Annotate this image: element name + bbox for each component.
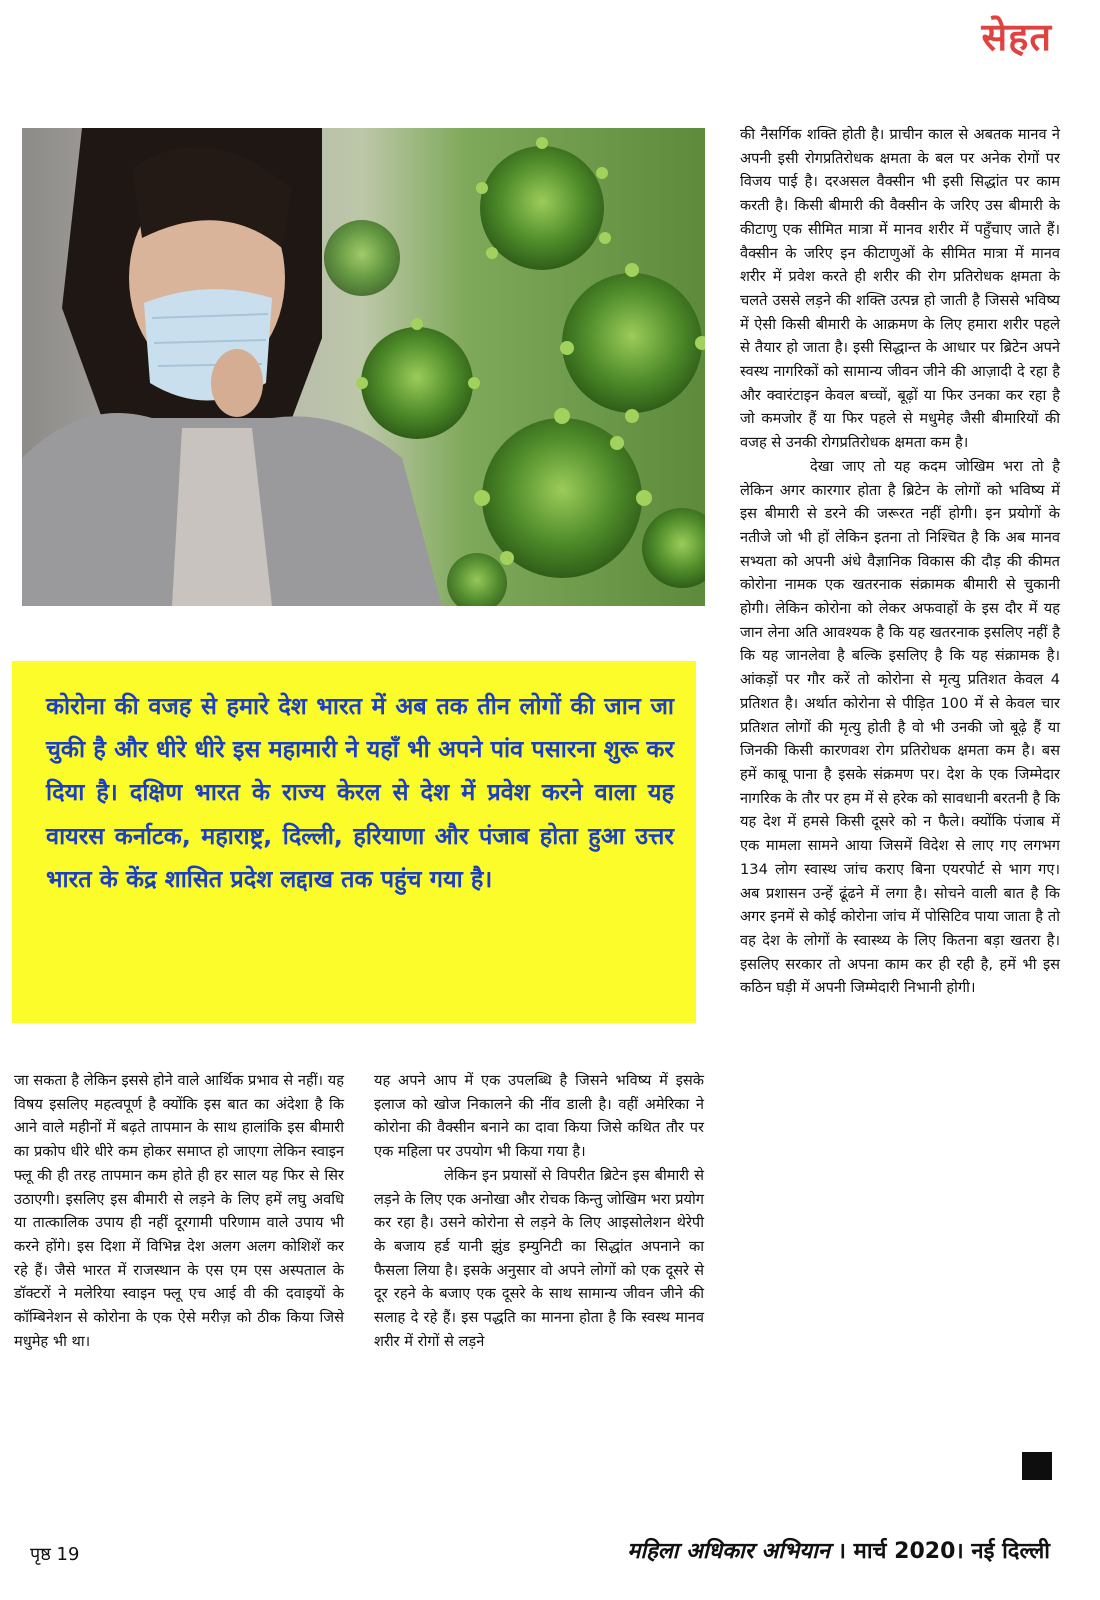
bottom-middle-paragraph-1: यह अपने आप में एक उपलब्धि है जिसने भविष्य में इसके इलाज को खोज निकालने की नींव डाली है। वहीं अमेरिका ने कोरोना की वैक्सीन बनाने का दावा किया जिसे कथित तौर पर एक महिला पर उपयोग भी किया गया है। xyxy=(374,1072,704,1161)
article-column-bottom-middle xyxy=(374,1069,704,1353)
right-column-paragraph-1: की नैसर्गिक शक्ति होती है। प्राचीन काल से अबतक मानव ने अपनी इसी रोगप्रतिरोधक क्षमता के बल पर अनेक रोगों पर विजय पाई है। दरअसल वैक्सीन भी इसी सिद्धांत पर काम करती है। किसी बीमारी की वैक्सीन के जरिए उस बीमारी के कीटाणु एक सीमित मात्रा में मानव शरीर में पहुँचाए जाते हैं। वैक्सीन के जरिए इन कीटाणुओं के सीमित मात्रा में मानव शरीर में प्रवेश करते ही शरीर की रोग प्रतिरोधक क्षमता के चलते उससे लड़ने की शक्ति उत्पन्न हो जाती है जिससे भविष्य में ऐसी किसी बीमारी के आक्रमण के लिए हमारा शरीर पहले से तैयार हो जाता है। इसी सिद्धान्त के आधार पर ब्रिटेन अपने स्वस्थ नागरिकों को सामान्य जीवन जीने की आज़ादी दे रहा है और क्वारंटाइन केवल बच्चों, बूढ़ों या फिर उनका कर रहा है जो कमजोर हैं या फिर पहले से मधुमेह जैसी बीमारियों की वजह से उनकी रोगप्रतिरोधक क्षमता कम है। xyxy=(740,126,1060,452)
right-column-paragraph-2: देखा जाए तो यह कदम जोखिम भरा तो है लेकिन अगर कारगार होता है ब्रिटेन के लोगों को भविष्य में इस बीमारी से डरने की जरूरत नहीं होगी। इन प्रयोगों के नतीजे जो भी हों लेकिन इतना तो निश्चित है कि अब मानव सभ्यता को अपनी अंधे वैज्ञानिक विकास की दौड़ की कीमत कोरोना नामक एक खतरनाक संक्रामक बीमारी से चुकानी होगी। लेकिन कोरोना को लेकर अफवाहों के इस दौर में यह जान लेना अति आवश्यक है कि यह खतरनाक इसलिए नहीं है कि यह जानलेवा है बल्कि इसलिए है कि यह संक्रामक है। आंकड़ों पर गौर करें तो कोरोना से मृत्यु प्रतिशत केवल 4 प्रतिशत है। अर्थात कोरोना से पीड़ित 100 में से केवल चार प्रतिशत लोगों की मृत्यु होती है वो भी उनकी जो बूढ़े हैं या जिनकी किसी कारणवश रोग प्रतिरोधक क्षमता कम है। बस हमें काबू पाना है इसके संक्रमण पर। देश के एक जिम्मेदार नागरिक के तौर पर हम में से हरेक को सावधानी बरतनी है कि यह देश में हमसे किसी दूसरे को न फैले। क्योंकि पंजाब में एक मामला सामने आया जिसमें विदेश से लाए गए लगभग 134 लोग स्वास्थ जांच कराए बिना एयरपोर्ट से भाग गए। अब प्रशासन उन्हें ढूंढने में लगा है। सोचने वाली बात है कि अगर इनमें से कोई कोरोना जांच में पोसिटिव पाया जाता है तो वह देश के लोगों के स्वास्थ्य के लिए कितना बड़ा खतरा है। इसलिए सरकार तो अपना काम कर ही रही है, हमें भी इस कठिन घड़ी में अपनी जिम्मेदारी निभानी होगी। xyxy=(740,457,1060,997)
article-photo-masked-woman-virus xyxy=(22,128,705,606)
issue-month: मार्च 2020 xyxy=(853,1539,956,1564)
article-column-right xyxy=(740,123,1060,1000)
footer-masthead xyxy=(627,1535,1050,1565)
issue-city: नई दिल्ली xyxy=(971,1539,1050,1564)
section-title: सेहत xyxy=(981,14,1052,59)
article-end-mark xyxy=(1022,1452,1052,1480)
page-footer xyxy=(0,1535,1100,1575)
highlight-pull-quote xyxy=(12,661,696,1023)
bottom-middle-paragraph-2: लेकिन इन प्रयासों से विपरीत ब्रिटेन इस बीमारी से लड़ने के लिए एक अनोखा और रोचक किन्तु जोखिम भरा प्रयोग कर रहा है। उसने कोरोना से लड़ने के लिए आइसोलेशन थेरेपी के बजाय हर्ड यानी झुंड इम्युनिटी का सिद्धांत अपनाने का फैसला लिया है। इसके अनुसार वो अपने लोगों को एक दूसरे से दूर रहने के बजाए एक दूसरे के साथ सामान्य जीवन जीने की सलाह दे रहे हैं। इस पद्धति का मानना होता है कि स्वस्थ मानव शरीर में रोगों से लड़ने xyxy=(374,1166,704,1350)
photo-illustration xyxy=(22,128,705,606)
bottom-left-paragraph: जा सकता है लेकिन इससे होने वाले आर्थिक प्रभाव से नहीं। यह विषय इसलिए महत्वपूर्ण है क्योंकि इस बात का अंदेशा है कि आने वाले महीनों में बढ़ते तापमान के साथ हालांकि इस बीमारी का प्रकोप धीरे धीरे कम होकर समाप्त हो जाएगा लेकिन स्वाइन फ्लू की ही तरह तापमान कम होते ही हर साल यह फिर से सिर उठाएगी। इसलिए इस बीमारी से लड़ने के लिए हमें लघु अवधि या तात्कालिक उपाय ही नहीं दूरगामी परिणाम वाले उपाय भी करने होंगे। इस दिशा में विभिन्न देश अलग अलग कोशिशें कर रहे हैं। जैसे भारत में राजस्थान के एस एम एस अस्पताल के डॉक्टरों ने मलेरिया स्वाइन फ्लू एच आई वी की दवाइयों के कॉम्बिनेशन से कोरोना के एक ऐसे मरीज़ को ठीक किया जिसे मधुमेह भी था। xyxy=(14,1072,344,1350)
footer-separator: । xyxy=(955,1539,964,1564)
page-number: पृष्ठ 19 xyxy=(30,1544,80,1565)
highlight-text: कोरोना की वजह से हमारे देश भारत में अब तक तीन लोगों की जान जा चुकी है और धीरे धीरे इस महामारी ने यहाँ भी अपने पांव पसारना शुरू कर दिया है। दक्षिण भारत के राज्य केरल से देश में प्रवेश करने वाला यह वायरस कर्नाटक, महाराष्ट्र, दिल्ली, हरियाणा और पंजाब होता हुआ उत्तर भारत के केंद्र शासित प्रदेश लद्दाख तक पहुंच गया है। xyxy=(46,692,674,893)
article-column-bottom-left xyxy=(14,1069,344,1353)
footer-separator: । xyxy=(837,1539,846,1564)
magazine-name: महिला अधिकार अभियान xyxy=(627,1539,830,1564)
